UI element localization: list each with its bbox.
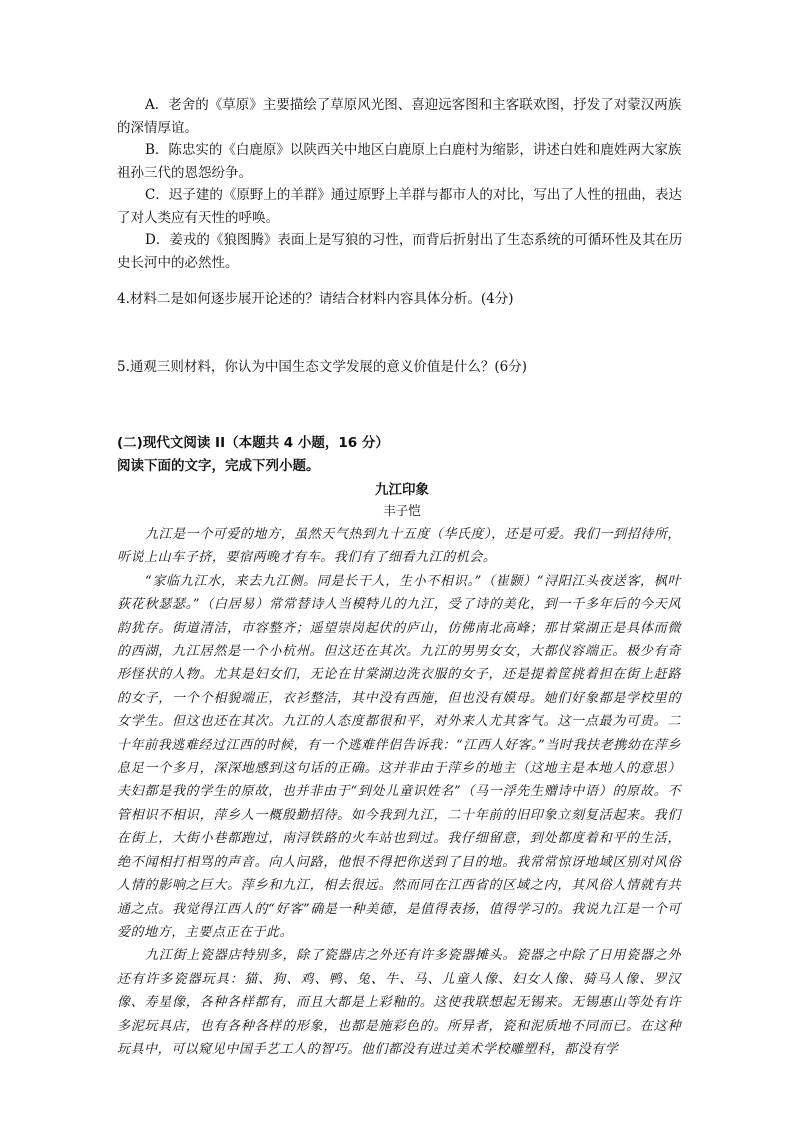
article-paragraph-1: 九江是一个可爱的地方，虽然天气热到九十五度（华氏度），还是可爱。我们一到招待所，听说上山车子挤，要宿两晚才有车。我们有了细看九江的机会。 xyxy=(117,527,681,566)
reading-instruction: 阅读下面的文字，完成下列小题。 xyxy=(117,458,320,474)
article-paragraph-3: 九江街上瓷器店特别多，除了瓷器店之外还有许多瓷器摊头。瓷器之中除了日用瓷器之外还有许多瓷器玩具：猫、狗、鸡、鸭、兔、牛、马、儿童人像、妇女人像、骑马人像、罗汉像、寿星像，各种各样都有，而且大都是上彩釉的。这使我联想起无锡来。无锡惠山等处有许多泥玩具店，也有各种各样的形象，也都是施彩色的。所异者，瓷和泥质地不同而已。在这种玩具中，可以窥见中国手艺工人的智巧。他们都没有进过美术学校雕塑科，都没有学 xyxy=(117,948,681,1057)
option-a: A．老舍的《草原》主要描绘了草原风光图、喜迎远客图和主客联欢图，抒发了对蒙汉两族的深情厚谊。 xyxy=(117,97,682,136)
question-5: 5.通观三则材料，你认为中国生态文学发展的意义价值是什么？(6分) xyxy=(117,359,528,375)
article-author: 丰子恺 xyxy=(383,503,421,518)
question-4: 4.材料二是如何逐步展开论述的？请结合材料内容具体分析。(4分) xyxy=(117,291,514,307)
article-paragraph-2: “家临九江水，来去九江侧。同是长干人，生小不相识。”（崔颢）“浔阳江头夜送客，枫叶荻花秋瑟瑟。”（白居易）常常替诗人当模特儿的九江，受了诗的美化，到一千多年后的今天风韵犹存。街道清洁，市容整齐；遥望崇岗起伏的庐山，仿佛南北高峰；那甘棠湖正是具体而微的西湖，九江居然是一个小杭州。但这还在其次。九江的男男女女，大都仪容端正。极少有奇形怪状的人物。尤其是妇女们，无论在甘棠湖边洗衣服的女子，还是提着筐挑着担在街上赶路的女子，一个个相貌端正，衣衫整洁，其中没有西施，但也没有嫫母。她们好象都是学校里的女学生。但这也还在其次。九江的人态度都很和平，对外来人尤其客气。这一点最为可贵。二十年前我逃难经过江西的时候，有一个逃难伴侣告诉我：“江西人好客。”当时我扶老携幼在萍乡息足一个多月，深深地感到这句话的正确。这并非由于萍乡的地主（这地主是本地人的意思）夫妇都是我的学生的原故，也并非由于“到处儿童识姓名”（马一浮先生赠诗中语）的原故。不管相识不相识，萍乡人一概殷勤招待。如今我到九江，二十年前的旧印象立刻复活起来。我们在街上，大街小巷都跑过，南浔铁路的火车站也到过。我仔细留意，到处都度着和平的生活，绝不闻相打相骂的声音。向人问路，他恨不得把你送到了目的地。我常常惊讶地域区别对风俗人情的影响之巨大。萍乡和九江，相去很远。然而同在江西省的区域之内，其风俗人情就有共通之点。我觉得江西人的“好客”确是一种美德，是值得表扬，值得学习的。我说九江是一个可爱的地方，主要点正在于此。 xyxy=(117,573,681,940)
article-body xyxy=(117,523,681,1061)
option-c: C．迟子建的《原野上的羊群》通过原野上羊群与都市人的对比，写出了人性的扭曲，表达了对人类应有天性的呼唤。 xyxy=(117,187,682,226)
option-b: B．陈忠实的《白鹿原》以陕西关中地区白鹿原上白鹿村为缩影，讲述白姓和鹿姓两大家族祖孙三代的恩怨纷争。 xyxy=(117,142,682,181)
option-d: D．姜戎的《狼图腾》表面上是写狼的习性，而背后折射出了生态系统的可循环性及其在历史长河中的必然性。 xyxy=(117,232,683,271)
article-title: 九江印象 xyxy=(375,482,429,498)
answer-options xyxy=(117,94,687,274)
section-header: (二)现代文阅读 II（本题共 4 小题，16 分） xyxy=(117,435,389,451)
